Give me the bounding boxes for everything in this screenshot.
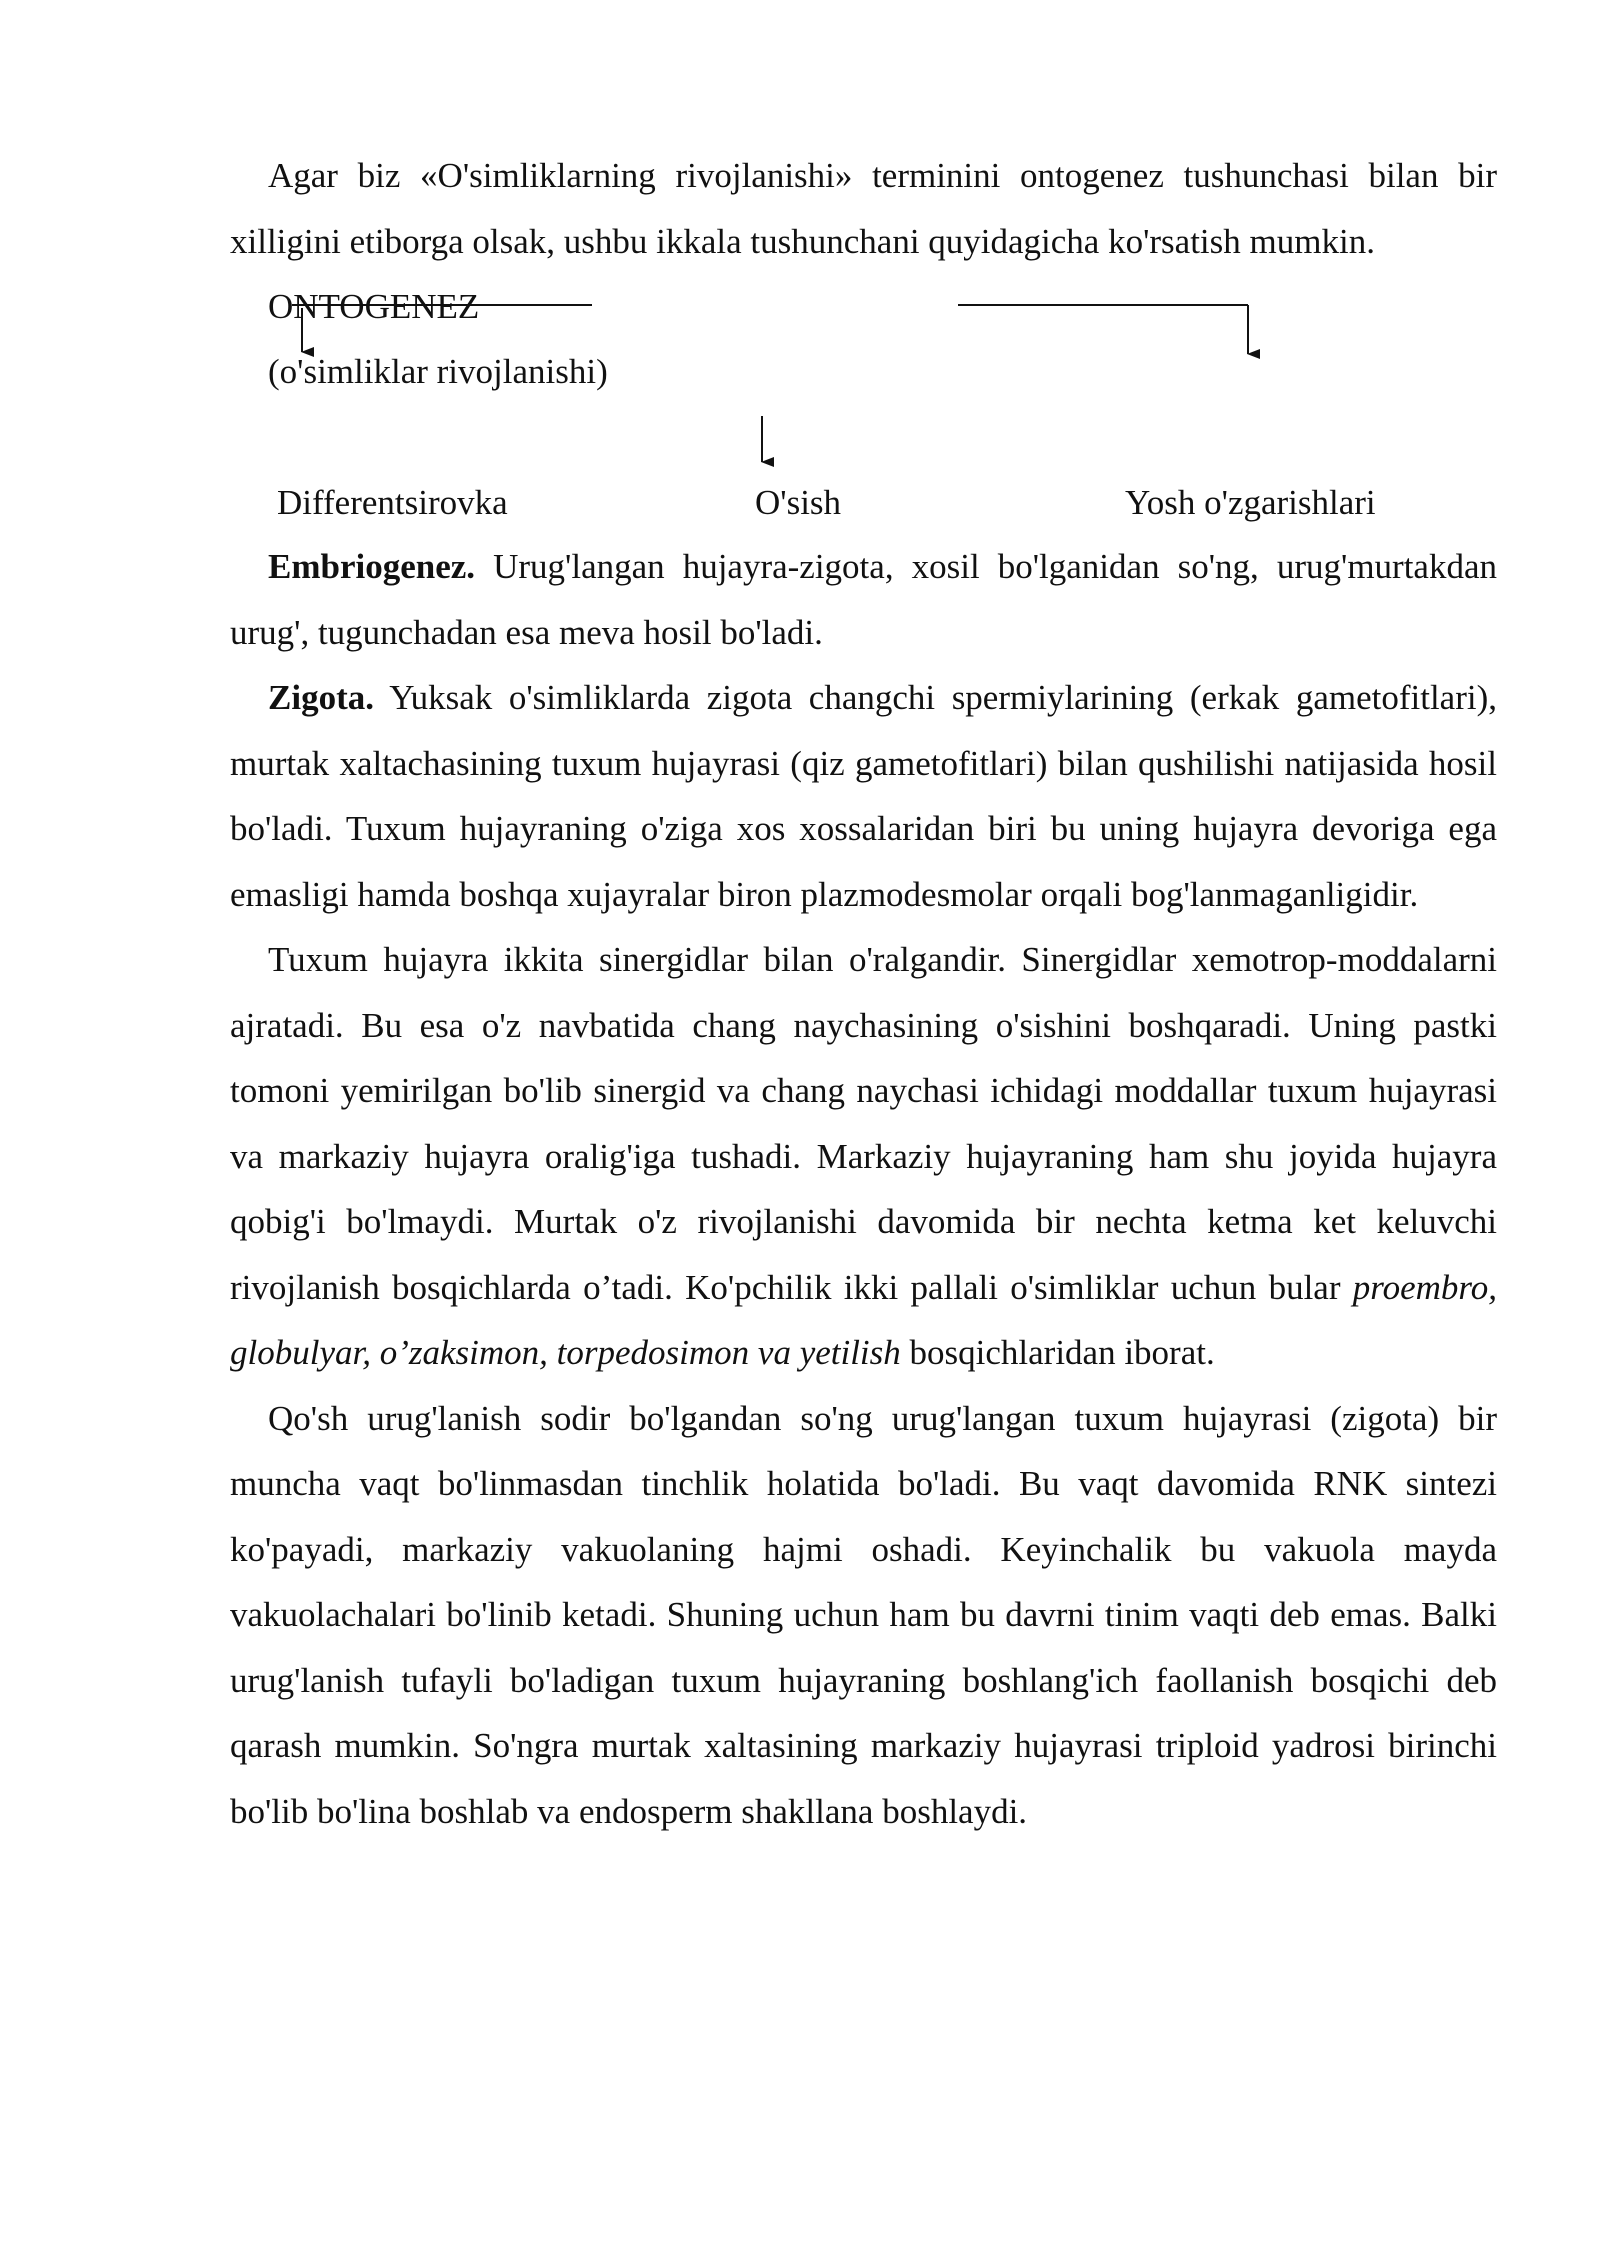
embriogenez-text: Urug'langan hujayra-zigota, xosil bo'lganidan so'ng, urug'murtakdan urug', tugunchadan esa meva hosil bo'ladi. <box>230 547 1497 652</box>
paragraph-tuxum <box>230 927 1497 1386</box>
diagram-subtitle: (o'simliklar rivojlanishi) <box>268 352 608 391</box>
tuxum-text: Tuxum hujayra ikkita sinergidlar bilan o'ralgandir. Sinergidlar xemotrop-moddalarni ajratadi. Bu esa o'z navbatida chang naychasining o'sishini boshqaradi. Uning pastki tomoni yemirilgan bo'lib sinergid va chang naychasi ichidagi moddallar tuxum hujayrasi va markaziy hujayra oralig'iga tushadi. Markaziy hujayraning ham shu joyida hujayra qobig'i bo'lmaydi. Murtak o'z rivojlanishi davomida bir nechta ketma ket keluvchi rivojlanish bosqichlarda o’tadi. Ko'pchilik ikki pallali o'simliklar uchun bular <box>230 940 1497 1307</box>
intro-block <box>230 143 1497 274</box>
paragraph-zigota <box>230 665 1497 927</box>
intro-paragraph: Agar biz «O'simliklarning rivojlanishi» terminini ontogenez tushunchasi bilan bir xilligini etiborga olsak, ushbu ikkala tushunchani quyidagicha ko'rsatish mumkin. <box>230 156 1497 261</box>
tuxum-end: bosqichlaridan iborat. <box>900 1333 1215 1372</box>
paragraph-qosh-uruglanish: Qo'sh urug'lanish sodir bo'lgandan so'ng urug'langan tuxum hujayrasi (zigota) bir muncha vaqt bo'linmasdan tinchlik holatida bo'ladi. Bu vaqt davomida RNK sintezi ko'payadi, markaziy vakuolaning hajmi oshadi. Keyinchalik bu vakuola mayda vakuolachalari bo'linib ketadi. Shuning uchun ham bu davrni tinim vaqti deb emas. Balki urug'lanish tufayli bo'ladigan tuxum hujayraning boshlang'ich faollanish bosqichi deb qarash mumkin. So'ngra murtak xaltasining markaziy hujayrasi triploid yadrosi birinchi bo'lib bo'lina boshlab va endosperm shakllana boshlaydi. <box>230 1398 1497 1831</box>
branch-yosh-ozgarishlari: Yosh o'zgarishlari <box>1125 483 1376 522</box>
tuxum-stages: proembro, globulyar, o’zaksimon, torpedosimon va yetilish <box>230 1267 1497 1372</box>
paragraph-embriogenez <box>230 534 1497 665</box>
branch-differentsirovka: Differentsirovka <box>277 483 508 522</box>
branch-osish: O'sish <box>755 483 842 522</box>
body-text <box>230 534 1497 1844</box>
diagram-title: ONTOGENEZ <box>268 287 480 326</box>
term-zigota: Zigota. <box>268 678 374 717</box>
zigota-text: Yuksak o'simliklarda zigota changchi spermiylarining (erkak gametofitlari), murtak xaltachasining tuxum hujayrasi (qiz gametofitlari) bilan qushilishi natijasida hosil bo'ladi. Tuxum hujayraning o'ziga xos xossalaridan biri bu uning hujayra devoriga ega emasligi hamda boshqa xujayralar biron plazmodesmolar orqali bog'lanmaganligidir. <box>230 678 1497 914</box>
term-embriogenez: Embriogenez. <box>268 547 476 586</box>
